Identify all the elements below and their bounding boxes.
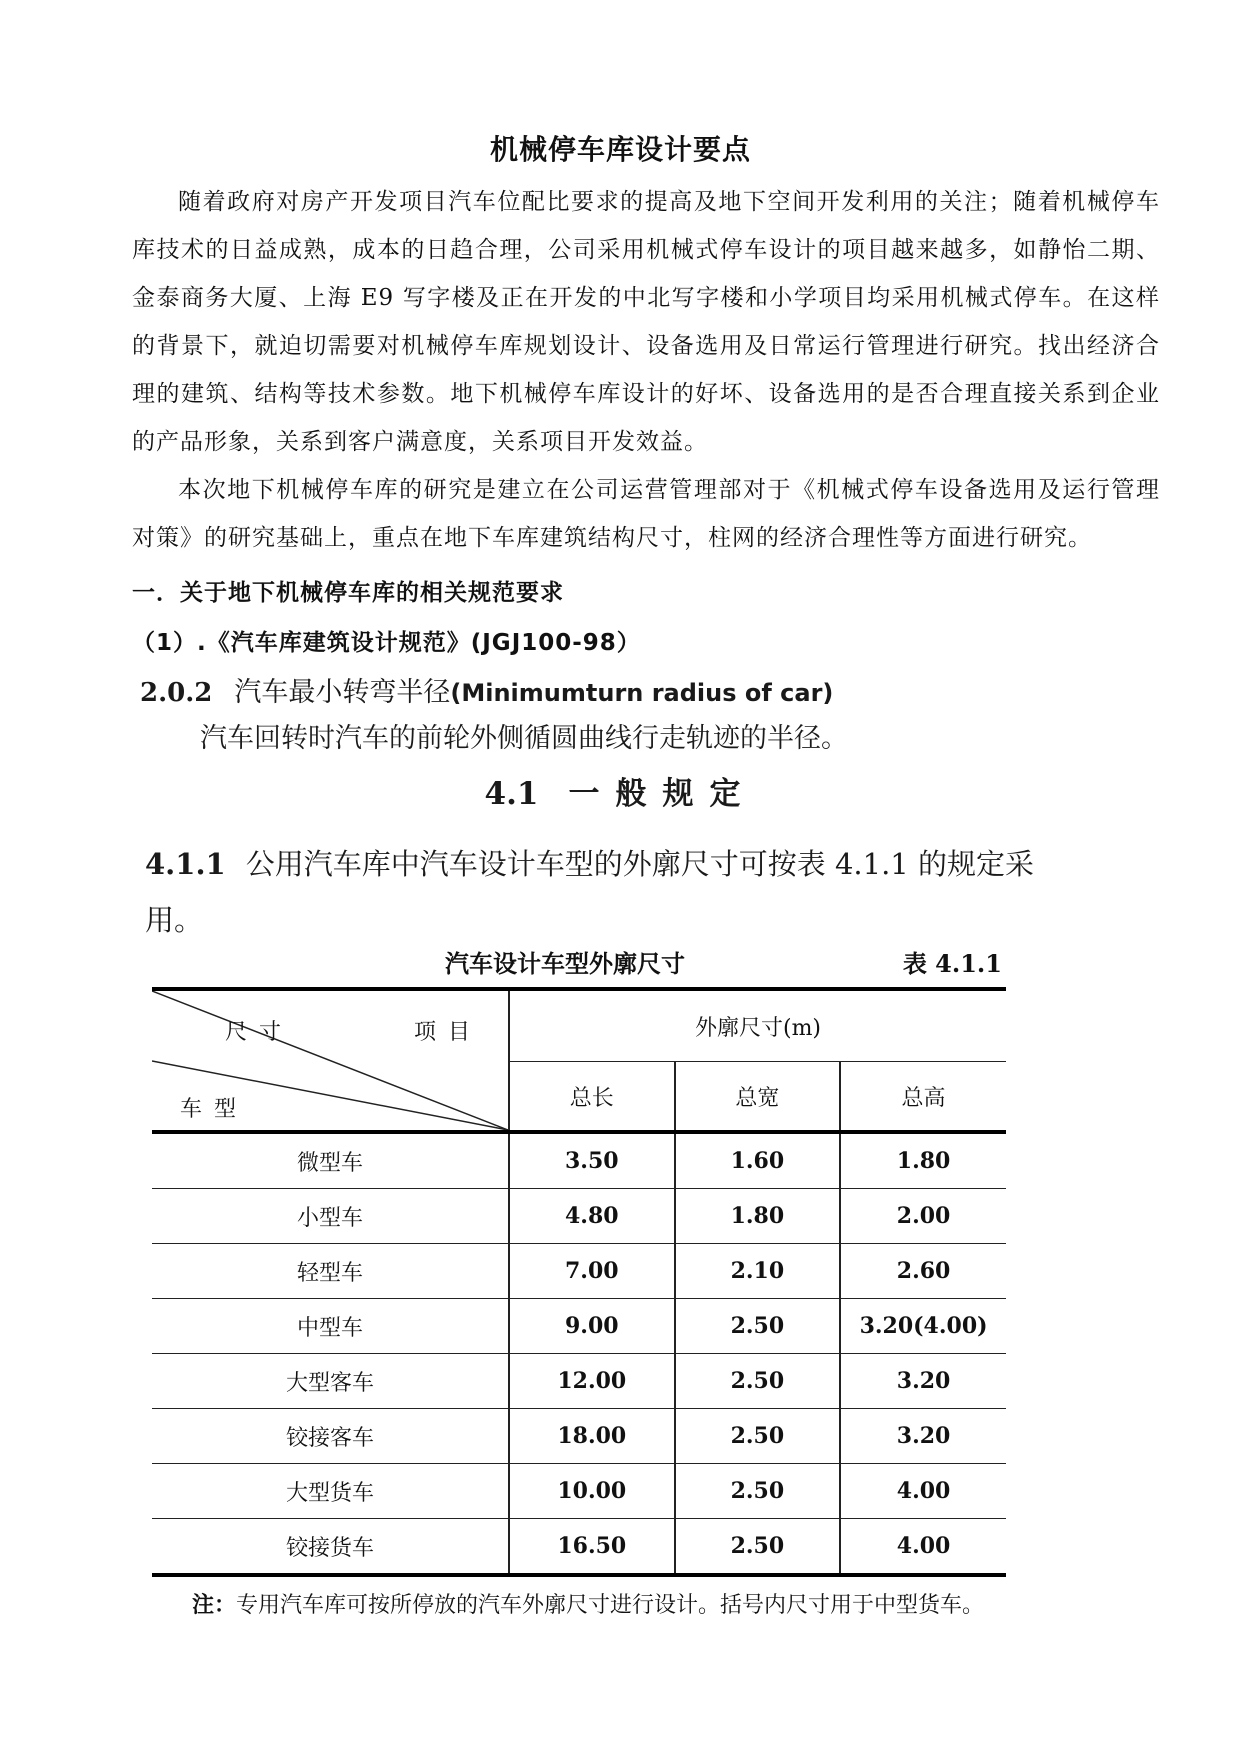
cell-width: 1.80	[675, 1189, 841, 1244]
clause-title-cn: 汽车最小转弯半径	[234, 677, 451, 708]
table-caption	[152, 944, 1007, 976]
cell-height: 2.00	[840, 1189, 1006, 1244]
scope-paragraph	[132, 466, 1160, 562]
row-label: 微型车	[152, 1132, 509, 1189]
row-label: 小型车	[152, 1189, 509, 1244]
table-row	[152, 1409, 1006, 1464]
subsection-heading-1-1: （1）.《汽车库建筑设计规范》(JGJ100-98）	[132, 630, 641, 656]
cell-height: 3.20	[840, 1354, 1006, 1409]
cell-height: 3.20(4.00)	[840, 1299, 1006, 1354]
row-label: 铰接货车	[152, 1519, 509, 1576]
cell-length: 4.80	[509, 1189, 675, 1244]
table-row	[152, 1189, 1006, 1244]
cell-width: 2.50	[675, 1299, 841, 1354]
row-label: 铰接客车	[152, 1409, 509, 1464]
note-label: 注：	[192, 1592, 237, 1618]
cell-length: 7.00	[509, 1244, 675, 1299]
cell-height: 1.80	[840, 1132, 1006, 1189]
row-label: 大型客车	[152, 1354, 509, 1409]
cell-length: 3.50	[509, 1132, 675, 1189]
row-label: 大型货车	[152, 1464, 509, 1519]
corner-label-type: 车型	[180, 1097, 249, 1122]
corner-label-size: 尺寸	[225, 1020, 294, 1045]
paragraph-1: 随着政府对房产开发项目汽车位配比要求的提高及地下空间开发利用的关注；随着机械停车库技术的日益成熟，成本的日趋合理，公司采用机械式停车设计的项目越来越多，如静怡二期、金泰商务大厦、上海 E9 写字楼及正在开发的中北写字楼和小学项目均采用机械式停车。在这样的背景下，就迫切需要对机械停车库规划设计、设备选用及日常运行管理进行研究。找出经济合理的建筑、结构等技术参数。地下机械停车库设计的好坏、设备选用的是否合理直接关系到企业的产品形象，关系到客户满意度，关系项目开发效益。	[132, 189, 1160, 455]
clause-4-1-1	[145, 836, 1045, 948]
cell-width: 2.50	[675, 1519, 841, 1576]
clause-text: 公用汽车库中汽车设计车型的外廓尺寸可按表 4.1.1 的规定采用。	[145, 847, 1034, 937]
row-label: 轻型车	[152, 1244, 509, 1299]
table-row	[152, 1244, 1006, 1299]
section-heading-1: 一．关于地下机械停车库的相关规范要求	[132, 580, 564, 606]
cell-height: 4.00	[840, 1464, 1006, 1519]
table-row	[152, 1132, 1006, 1189]
clause-2-0-2-heading	[140, 670, 833, 709]
clause-number: 4.1	[484, 776, 539, 812]
table-row	[152, 1354, 1006, 1409]
cell-length: 10.00	[509, 1464, 675, 1519]
cell-length: 16.50	[509, 1519, 675, 1576]
table-number: 表 4.1.1	[902, 949, 1002, 978]
cell-length: 18.00	[509, 1409, 675, 1464]
row-label: 中型车	[152, 1299, 509, 1354]
cell-width: 2.10	[675, 1244, 841, 1299]
clause-number: 2.0.2	[140, 678, 213, 708]
column-header: 总宽	[675, 1062, 841, 1132]
clause-title-en: (Minimumturn radius of car)	[450, 679, 834, 707]
clause-2-0-2-definition: 汽车回转时汽车的前轮外侧循圆曲线行走轨迹的半径。	[200, 723, 848, 754]
cell-length: 9.00	[509, 1299, 675, 1354]
table-note	[192, 1588, 984, 1619]
clause-title: 一般规定	[568, 776, 757, 812]
corner-label-item: 项目	[414, 1020, 483, 1045]
clause-4-1-heading	[0, 768, 1241, 813]
group-header: 外廓尺寸(m)	[509, 989, 1006, 1062]
table-row	[152, 1464, 1006, 1519]
note-text: 专用汽车库可按所停放的汽车外廓尺寸进行设计。括号内尺寸用于中型货车。	[236, 1593, 985, 1618]
table-corner-header	[152, 989, 509, 1132]
cell-width: 2.50	[675, 1354, 841, 1409]
cell-width: 1.60	[675, 1132, 841, 1189]
cell-height: 3.20	[840, 1409, 1006, 1464]
paragraph-2: 本次地下机械停车库的研究是建立在公司运营管理部对于《机械式停车设备选用及运行管理对策》的研究基础上，重点在地下车库建筑结构尺寸，柱网的经济合理性等方面进行研究。	[132, 477, 1160, 551]
table-title: 汽车设计车型外廓尺寸	[445, 949, 685, 978]
intro-paragraph	[132, 178, 1160, 466]
column-header: 总高	[840, 1062, 1006, 1132]
cell-height: 4.00	[840, 1519, 1006, 1576]
cell-width: 2.50	[675, 1409, 841, 1464]
document-title: 机械停车库设计要点	[489, 133, 751, 166]
column-header: 总长	[509, 1062, 675, 1132]
table-row	[152, 1299, 1006, 1354]
table-row	[152, 1519, 1006, 1576]
vehicle-dimension-table	[152, 987, 1006, 1577]
cell-height: 2.60	[840, 1244, 1006, 1299]
clause-number: 4.1.1	[145, 847, 226, 881]
cell-length: 12.00	[509, 1354, 675, 1409]
cell-width: 2.50	[675, 1464, 841, 1519]
